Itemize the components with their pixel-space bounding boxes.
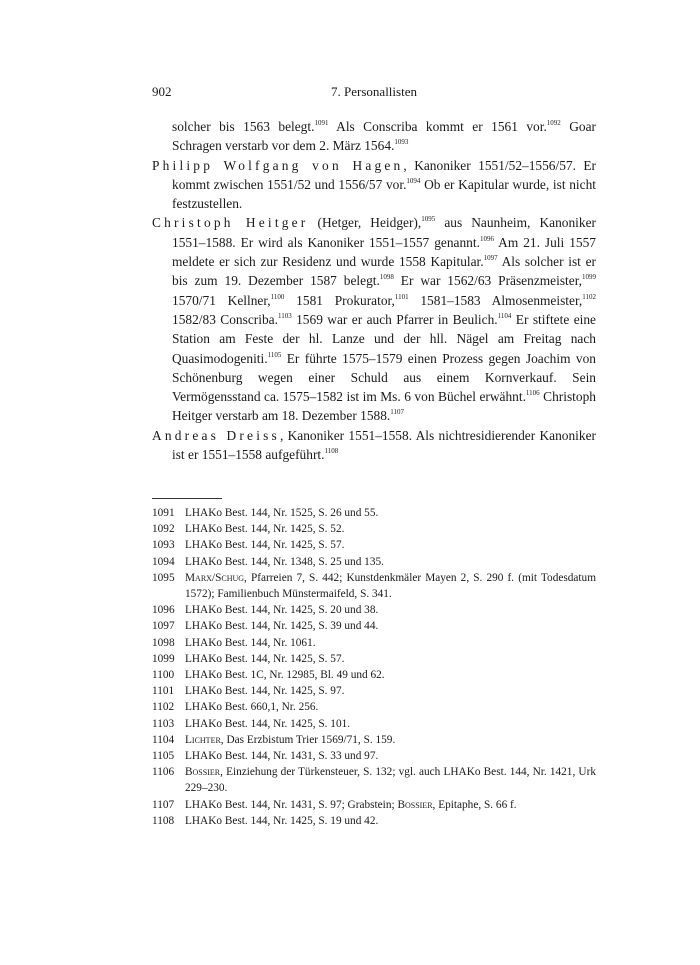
text-segment: , Pfarreien 7, S. 442; Kunstdenkmäler Mayen 2, S. 290 f. (mit Todesdatum 1572); Familienbuch Münstermaifeld, S. 341. [185, 571, 596, 601]
footnote [152, 651, 596, 667]
footnote-ref: 1108 [324, 447, 339, 456]
footnote-number: 1096 [152, 604, 175, 617]
footnote [152, 554, 596, 570]
footnote-text [185, 602, 596, 618]
text-segment: , Das Erzbistum Trier 1569/71, S. 159. [220, 733, 396, 746]
text-segment: LHAKo Best. 144, Nr. 1425, S. 57. [185, 539, 345, 552]
footnote-text [185, 764, 596, 796]
author-name: Bossier [185, 766, 221, 779]
main-text [152, 117, 596, 464]
footnote-ref: 1093 [394, 138, 409, 147]
footnote-number: 1107 [152, 798, 175, 811]
page-header [152, 84, 596, 104]
footnote-text [185, 651, 596, 667]
footnote-text [185, 699, 596, 715]
text-segment: aus Naunheim, Kanoniker 1551–1588. Er wird als Kanoniker 1551–1557 genannt. [172, 215, 596, 250]
text-segment: LHAKo Best. 144, Nr. 1425, S. 97. [185, 685, 345, 698]
footnote-ref: 1101 [394, 292, 409, 301]
footnote-number: 1099 [152, 652, 175, 665]
text-segment: LHAKo Best. 144, Nr. 1425, S. 57. [185, 652, 345, 665]
footnote-ref: 1103 [277, 311, 292, 320]
footnote-number: 1094 [152, 555, 175, 568]
text-segment: LHAKo Best. 144, Nr. 1425, S. 20 und 38. [185, 604, 379, 617]
footnote-ref: 1095 [421, 215, 436, 224]
footnote-number: 1093 [152, 539, 175, 552]
canon-entry [152, 426, 596, 465]
footnote-number: 1104 [152, 733, 175, 746]
footnote [152, 699, 596, 715]
footnote-number: 1103 [152, 717, 175, 730]
footnote-separator [152, 498, 222, 499]
footnote [152, 635, 596, 651]
footnote [152, 667, 596, 683]
footnote [152, 813, 596, 829]
footnote-text [185, 554, 596, 570]
text-segment: Christoph Heitger verstarb am 18. Dezember 1588. [172, 389, 596, 424]
author-name: Marx/Schug [185, 571, 245, 584]
text-segment: LHAKo Best. 144, Nr. 1425, S. 19 und 42. [185, 814, 379, 827]
text-segment: Ob er Kapitular wurde, ist nicht festzustellen. [172, 176, 596, 212]
footnote-text [185, 537, 596, 553]
footnote-number: 1095 [152, 571, 175, 584]
footnote-text [185, 813, 596, 829]
text-segment: Als solcher ist er bis zum 19. Dezember 1587 belegt. [172, 254, 596, 289]
footnote-ref: 1091 [314, 119, 329, 127]
footnote-number: 1098 [152, 636, 175, 649]
text-segment: , Kanoniker 1551–1558. Als nichtresidierender Kanoniker ist er 1551–1558 aufgeführt. [172, 427, 596, 463]
person-name: Philipp Wolfgang von Hagen [152, 157, 404, 173]
footnote [152, 570, 596, 602]
footnote-text [185, 667, 596, 683]
footnote [152, 732, 596, 748]
running-head: 7. Personallisten [331, 84, 417, 99]
text-segment: Am 21. Juli 1557 meldete er sich zur Residenz und wurde 1558 Kapitular. [172, 234, 596, 270]
footnote-text [185, 797, 596, 813]
footnote-number: 1091 [152, 507, 175, 519]
footnote-text [185, 716, 596, 732]
footnote-number: 1097 [152, 620, 175, 633]
canon-entry [152, 156, 596, 214]
canon-entry [152, 213, 596, 425]
footnote-text [185, 732, 596, 748]
text-segment: Er war 1562/63 Präsenzmeister, [393, 273, 582, 289]
footnote-ref: 1092 [546, 119, 561, 127]
footnote-number: 1100 [152, 669, 175, 682]
author-name: Bossier [397, 798, 433, 811]
footnote-number: 1102 [152, 701, 175, 714]
footnote-ref: 1094 [406, 176, 421, 185]
footnote-ref: 1097 [483, 254, 498, 263]
paragraph-continuation [152, 117, 596, 156]
text-segment: LHAKo Best. 1C, Nr. 12985, Bl. 49 und 62. [185, 669, 385, 682]
footnote-ref: 1105 [267, 350, 282, 359]
footnote-text [185, 505, 596, 521]
text-segment: LHAKo Best. 144, Nr. 1425, S. 52. [185, 523, 345, 536]
text-segment: , Epitaphe, S. 66 f. [432, 798, 517, 811]
text-segment: Als Conscriba kommt er 1561 vor. [328, 119, 547, 134]
footnote [152, 602, 596, 618]
footnote-text [185, 521, 596, 537]
person-name: Andreas Dreiss [152, 427, 280, 443]
footnote [152, 764, 596, 796]
footnote-number: 1106 [152, 766, 175, 779]
footnote [152, 537, 596, 553]
text-segment: Er führte 1575–1579 einen Prozess gegen Joachim von Schönenburg wegen einer Schuld aus einem Kornverkauf. Sein Vermögensstand ca. 1575–1582 ist im Ms. 6 von Büchel erwähnt. [172, 350, 596, 405]
text-segment: solcher bis 1563 belegt. [172, 119, 315, 134]
text-segment: LHAKo Best. 144, Nr. 1525, S. 26 und 55. [185, 507, 379, 519]
footnote [152, 716, 596, 732]
footnotes [152, 505, 596, 829]
text-segment: LHAKo Best. 144, Nr. 1425, S. 39 und 44. [185, 620, 379, 633]
footnote-ref: 1100 [270, 292, 285, 301]
text-segment: LHAKo Best. 660,1, Nr. 256. [185, 701, 319, 714]
text-segment: LHAKo Best. 144, Nr. 1431, S. 33 und 97. [185, 750, 379, 763]
text-segment: 1570/71 Kellner, [172, 292, 271, 308]
footnote [152, 521, 596, 537]
author-name: Lichter [185, 733, 221, 746]
footnote-ref: 1102 [582, 292, 596, 301]
footnote-ref: 1098 [379, 273, 394, 282]
footnote-number: 1101 [152, 685, 175, 698]
text-segment: LHAKo Best. 144, Nr. 1348, S. 25 und 135. [185, 555, 384, 568]
footnote-number: 1105 [152, 750, 175, 763]
text-segment: LHAKo Best. 144, Nr. 1061. [185, 636, 316, 649]
text-segment: (Hetger, Heidger), [308, 215, 422, 231]
text-segment: Er stiftete eine Station am Feste der hl. Lanze und der hll. Nägel am Freitag nach Quasimodogeniti. [172, 311, 596, 366]
text-segment: , Kanoniker 1551/52–1556/57. Er kommt zwischen 1551/52 und 1556/57 vor. [172, 157, 597, 192]
text-segment: , Einziehung der Türkensteuer, S. 132; vgl. auch LHAKo Best. 144, Nr. 1421, Urk 229–230. [185, 766, 596, 795]
footnote [152, 683, 596, 699]
text-segment: 1569 war er auch Pfarrer in Beulich. [291, 311, 498, 327]
footnote-ref: 1099 [582, 273, 596, 282]
text-segment: 1581–1583 Almosenmeister, [408, 292, 583, 308]
footnote-ref: 1096 [479, 234, 494, 243]
footnote-number: 1108 [152, 814, 175, 827]
text-segment: 1581 Prokurator, [284, 292, 395, 308]
footnote [152, 618, 596, 634]
footnote [152, 748, 596, 764]
footnote-number: 1092 [152, 523, 175, 536]
footnote-ref: 1107 [390, 408, 405, 417]
footnote [152, 505, 596, 521]
person-name: Christoph Heitger [152, 215, 309, 231]
footnote-ref: 1106 [525, 389, 540, 398]
text-segment: LHAKo Best. 144, Nr. 1425, S. 101. [185, 717, 351, 730]
text-segment: 1582/83 Conscriba. [172, 311, 278, 327]
text-segment: Goar Schragen verstarb vor dem 2. März 1564. [172, 119, 596, 154]
footnote-ref: 1104 [497, 311, 512, 320]
footnote-text [185, 570, 596, 602]
page-number: 902 [152, 84, 172, 99]
footnote-text [185, 683, 596, 699]
footnote-text [185, 748, 596, 764]
footnote-text [185, 618, 596, 634]
footnote [152, 797, 596, 813]
footnote-text [185, 635, 596, 651]
text-segment: LHAKo Best. 144, Nr. 1431, S. 97; Grabstein; [185, 798, 398, 811]
